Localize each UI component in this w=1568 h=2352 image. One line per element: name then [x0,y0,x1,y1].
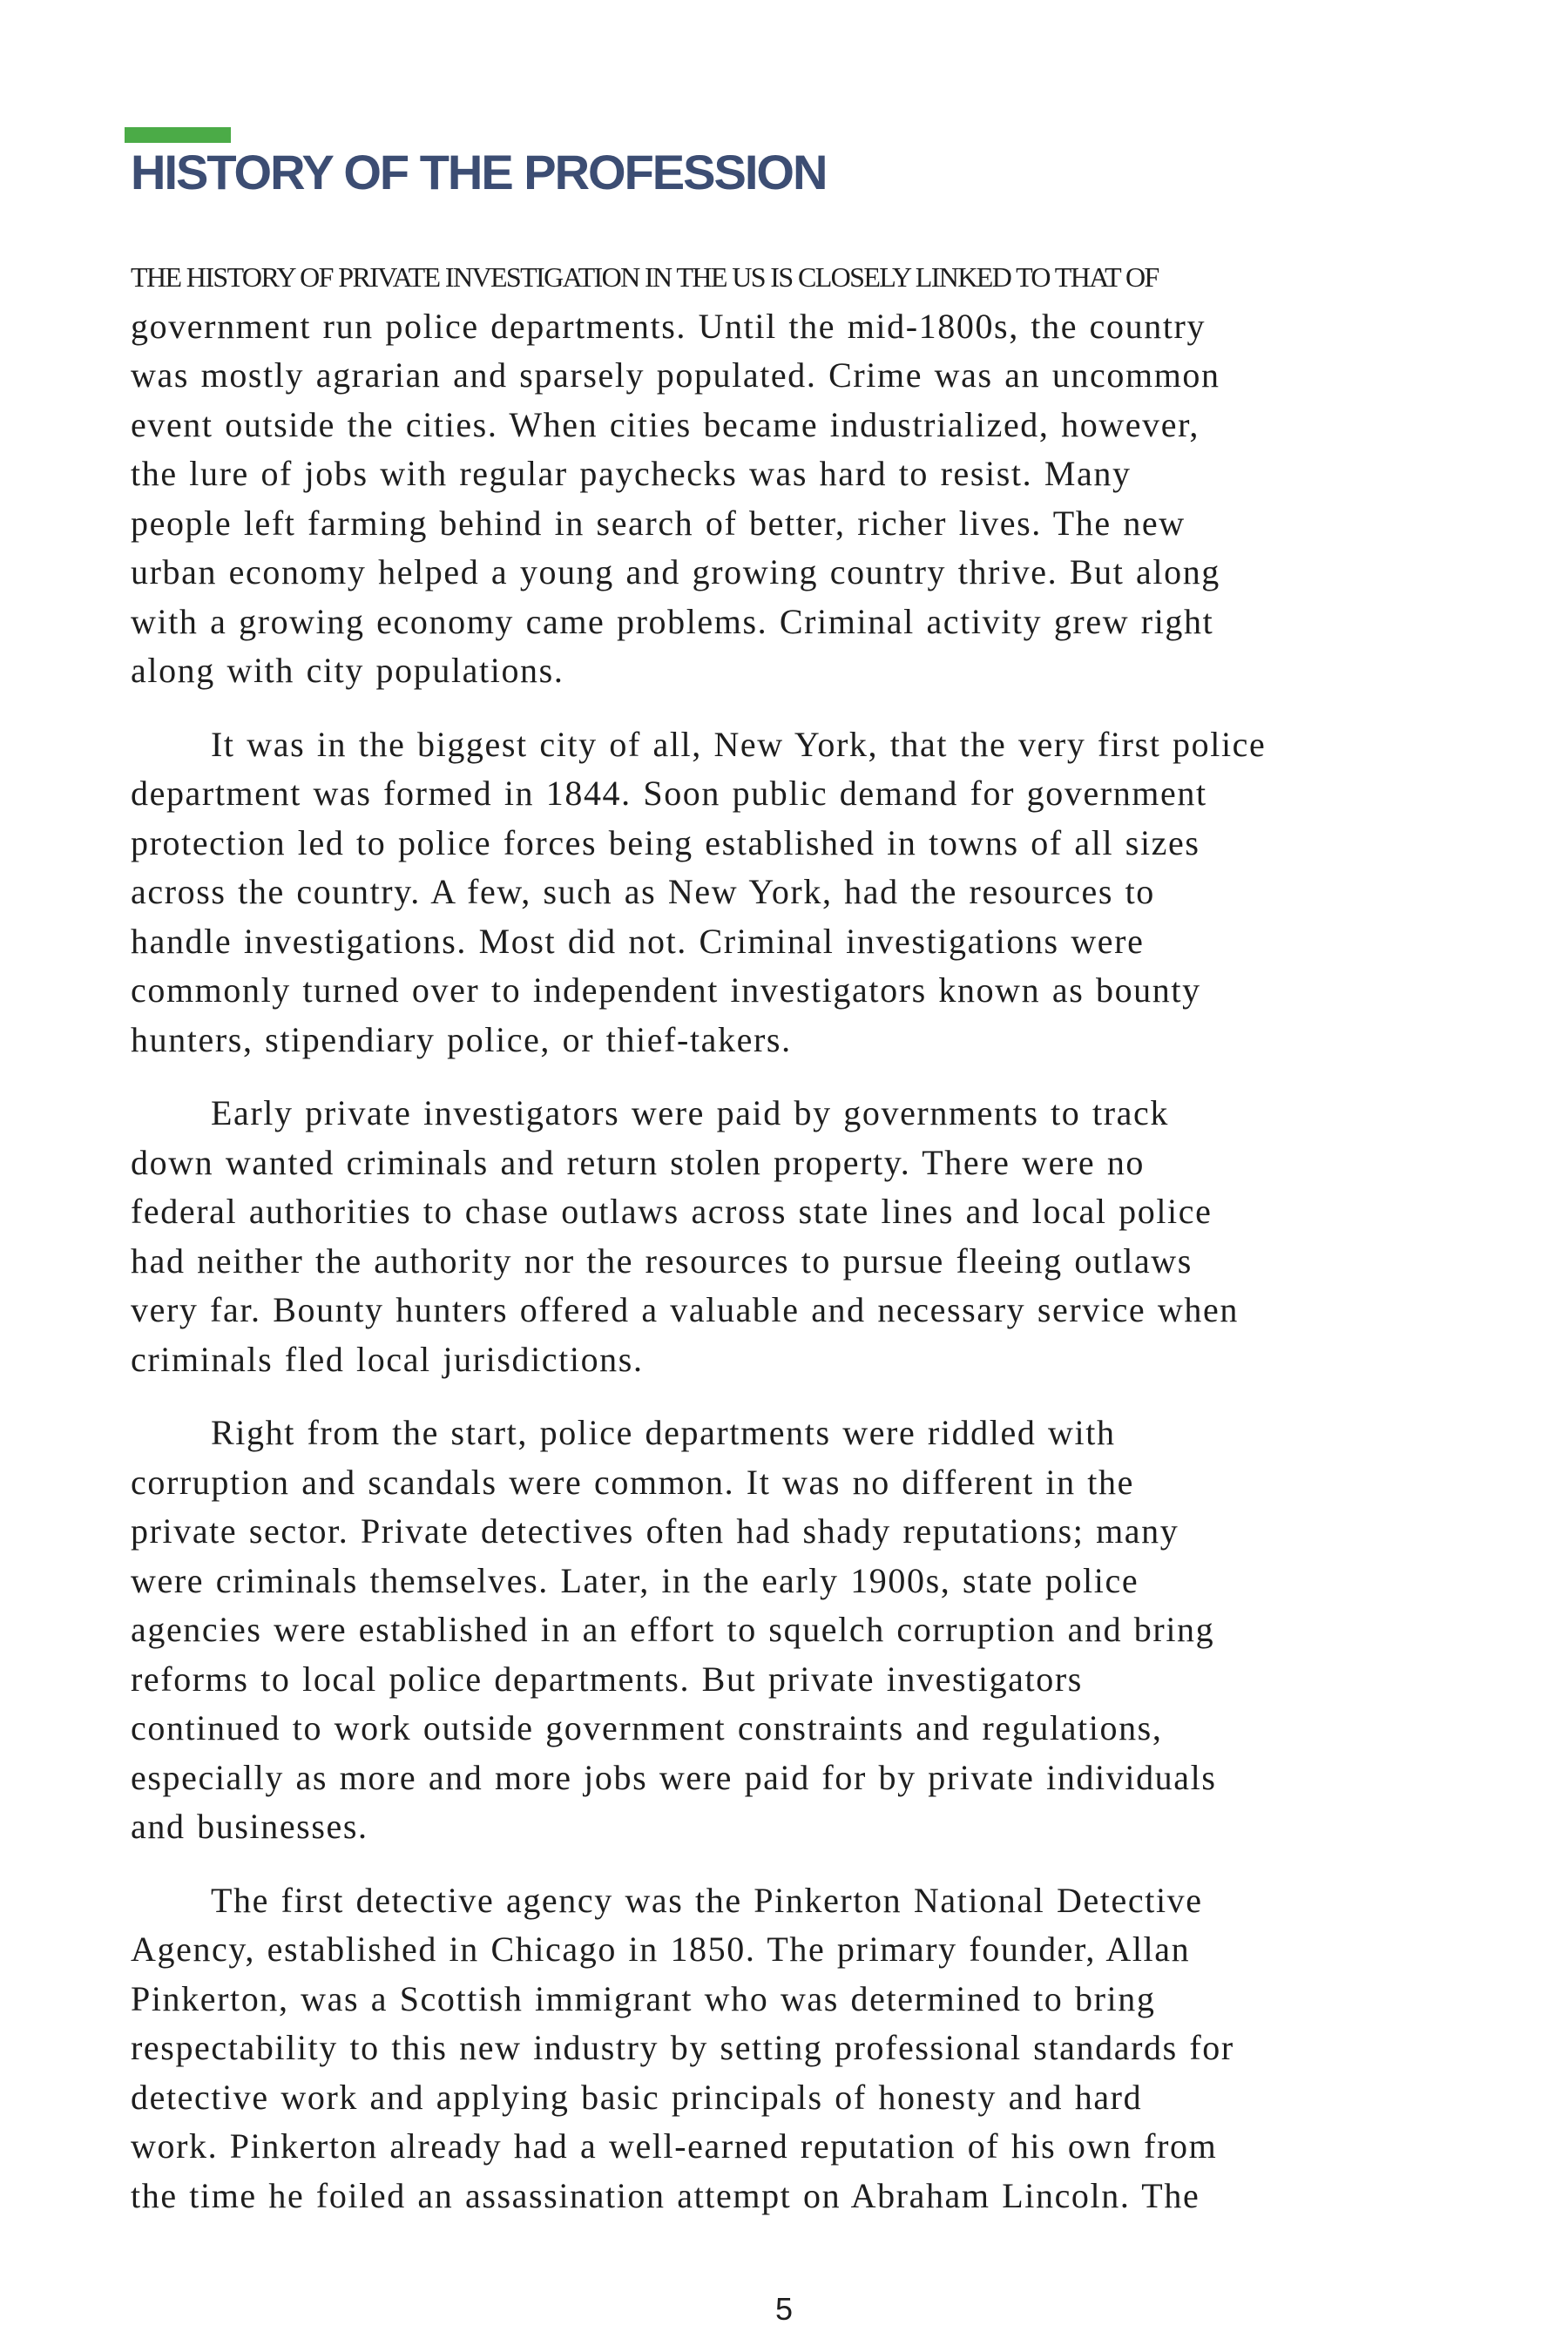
text-line: It was in the biggest city of all, New York, that the very first police [211,724,1267,764]
text-line: handle investigations. Most did not. Criminal investigations were [131,921,1145,961]
text-line: The first detective agency was the Pinkerton National Detective [211,1880,1203,1920]
text-line: protection led to police forces being established in towns of all sizes [131,822,1200,862]
text-line: detective work and applying basic principals of honesty and hard [131,2077,1143,2117]
text-line: private sector. Private detectives often had shady reputations; many [131,1511,1179,1551]
paragraph [131,1089,1455,1384]
text-line: government run police departments. Until the mid-1800s, the country [131,306,1206,346]
text-line: event outside the cities. When cities became industrialized, however, [131,404,1200,444]
paragraph [131,1876,1455,2221]
paragraph-gap [131,1852,1455,1876]
text-line: and businesses. [131,1807,368,1846]
section-heading: HISTORY OF THE PROFESSION [131,145,827,199]
text-line: corruption and scandals were common. It was no different in the [131,1462,1134,1502]
text-line: with a growing economy came problems. Criminal activity grew right [131,601,1214,641]
text-line: urban economy helped a young and growing country thrive. But along [131,552,1220,591]
text-line: Right from the start, police departments were riddled with [211,1413,1116,1452]
text-line: agencies were established in an effort to squelch corruption and bring [131,1610,1215,1649]
text-line: had neither the authority nor the resources to pursue fleeing outlaws [131,1240,1193,1281]
text-line: respectability to this new industry by setting professional standards for [131,2028,1234,2067]
text-line: department was formed in 1844. Soon public demand for government [131,774,1207,813]
body-text [131,253,1455,2220]
text-line: people left farming behind in search of better, richer lives. The new [131,503,1186,543]
paragraph [131,253,1455,696]
text-line: criminals fled local jurisdictions. [131,1339,644,1379]
text-line: Early private investigators were paid by governments to track [211,1093,1169,1132]
paragraph-gap [131,1064,1455,1089]
text-line: was mostly agrarian and sparsely populated. Crime was an uncommon [131,355,1220,395]
paragraph [131,720,1455,1065]
paragraph [131,1409,1455,1852]
text-line: across the country. A few, such as New York, had the resources to [131,872,1155,911]
text-line: the time he foiled an assassination attempt on Abraham Lincoln. The [131,2175,1200,2215]
text-line: hunters, stipendiary police, or thief-takers. [131,1019,792,1059]
text-line: continued to work outside government constraints and regulations, [131,1708,1163,1747]
text-line: work. Pinkerton already had a well-earned reputation of his own from [131,2126,1218,2166]
text-line: very far. Bounty hunters offered a valuable and necessary service when [131,1290,1239,1329]
text-line: reforms to local police departments. But private investigators [131,1659,1083,1699]
text-line: especially as more and more jobs were paid for by private individuals [131,1757,1217,1797]
text-line: along with city populations. [131,651,564,690]
text-line: the lure of jobs with regular paychecks was hard to resist. Many [131,454,1132,493]
text-line: down wanted criminals and return stolen property. There were no [131,1142,1146,1182]
text-line: federal authorities to chase outlaws across state lines and local police [131,1192,1213,1231]
paragraph-gap [131,1384,1455,1409]
text-line: commonly turned over to independent investigators known as bounty [131,970,1201,1010]
text-line: Pinkerton, was a Scottish immigrant who was determined to bring [131,1978,1156,2018]
text-line: Agency, established in Chicago in 1850. The primary founder, Allan [131,1930,1191,1969]
lead-in-line: THE HISTORY OF PRIVATE INVESTIGATION IN THE US IS CLOSELY LINKED TO THAT OF [131,261,1159,293]
page-number: 5 [774,2291,794,2327]
text-line: were criminals themselves. Later, in the early 1900s, state police [131,1560,1139,1600]
paragraph-gap [131,696,1455,720]
